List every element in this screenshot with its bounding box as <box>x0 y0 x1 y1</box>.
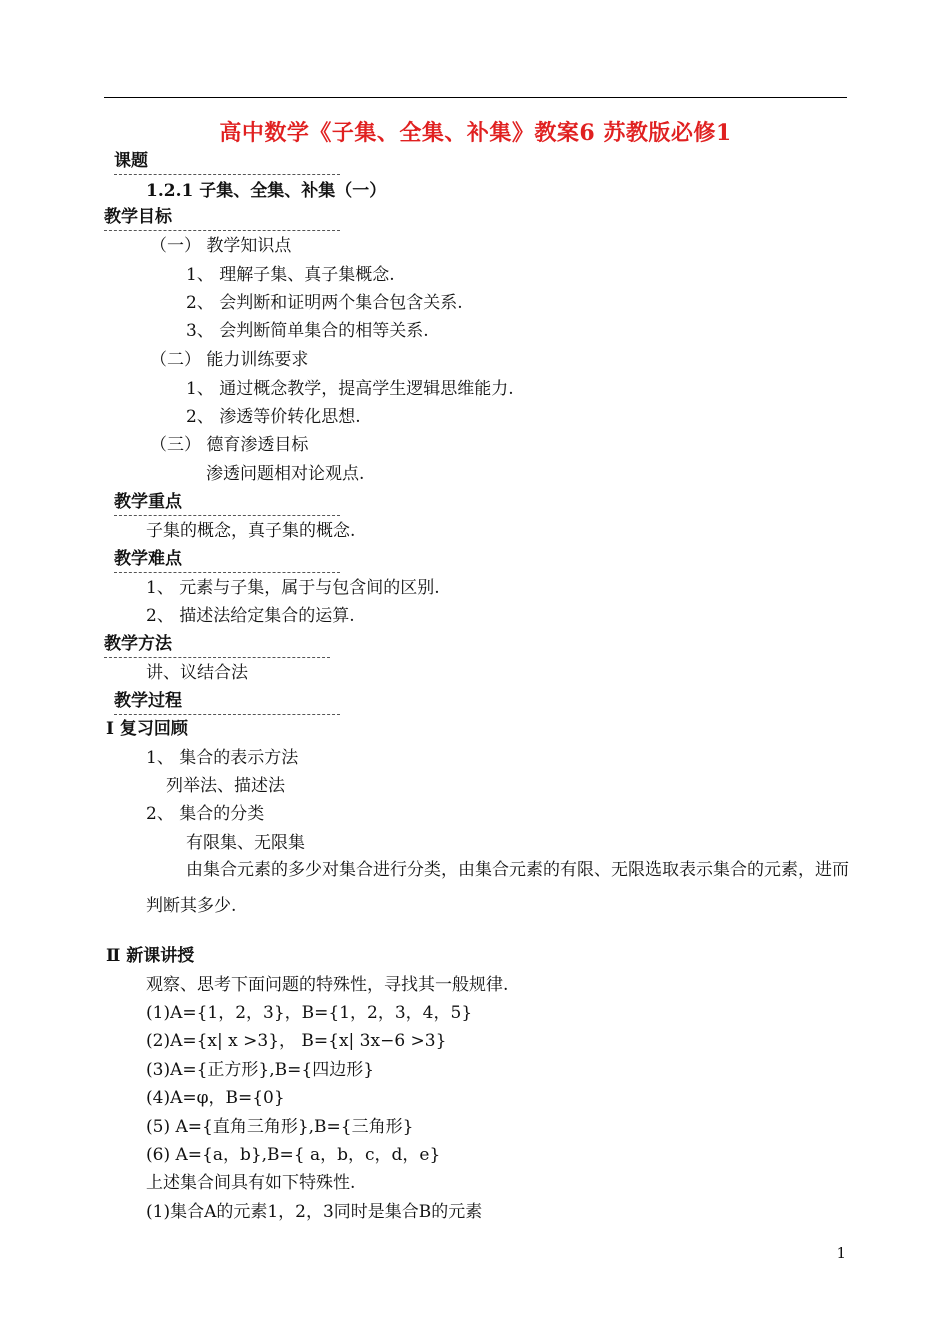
goal-2-2: 2、 渗透等价转化思想. <box>186 407 361 427</box>
heading-fangfa: 教学方法 <box>104 633 330 658</box>
heading-keti: 课题 <box>114 150 340 175</box>
goal-3-1: 渗透问题相对论观点. <box>206 464 365 484</box>
example-4: (4)A=φ，B={0} <box>146 1088 285 1108</box>
review-item-1a: 列举法、描述法 <box>166 776 285 796</box>
difficulty-1: 1、 元素与子集，属于与包含间的区别. <box>146 578 440 598</box>
review-item-1: 1、 集合的表示方法 <box>146 748 299 768</box>
goal-1-2: 2、 会判断和证明两个集合包含关系. <box>186 293 463 313</box>
new-lesson-intro: 观察、思考下面问题的特殊性，寻找其一般规律. <box>146 975 509 995</box>
goal-group-3: （三） 德育渗透目标 <box>150 435 309 455</box>
review-item-2a: 有限集、无限集 <box>186 833 305 853</box>
example-3: (3)A={正方形},B={四边形} <box>146 1060 375 1080</box>
goal-group-2: （二） 能力训练要求 <box>150 350 309 370</box>
example-6: (6) A={a，b},B={ a，b，c，d，e} <box>146 1145 441 1165</box>
goal-1-3: 3、 会判断简单集合的相等关系. <box>186 321 429 341</box>
review-heading: Ⅰ 复习回顾 <box>106 719 188 739</box>
review-item-2b: 由集合元素的多少对集合进行分类，由集合元素的有限、无限选取表示集合的元素，进而判断其多少. <box>146 860 849 916</box>
example-1: (1)A={1，2，3}，B={1，2，3，4，5} <box>146 1003 473 1023</box>
key-point: 子集的概念，真子集的概念. <box>146 521 356 541</box>
top-rule <box>104 97 847 98</box>
heading-nandian: 教学难点 <box>114 548 340 573</box>
goal-1-1: 1、 理解子集、真子集概念. <box>186 265 395 285</box>
heading-mubiao: 教学目标 <box>104 206 340 231</box>
example-2: (2)A={x| x >3}， B={x| 3x−6 >3} <box>146 1031 447 1051</box>
property-1: (1)集合A的元素1，2，3同时是集合B的元素 <box>146 1202 483 1222</box>
heading-zhongdian: 教学重点 <box>114 491 340 516</box>
goal-group-1: （一） 教学知识点 <box>150 236 292 256</box>
difficulty-2: 2、 描述法给定集合的运算. <box>146 606 355 626</box>
review-item-2: 2、 集合的分类 <box>146 804 265 824</box>
example-5: (5) A={直角三角形},B={三角形} <box>146 1117 414 1137</box>
heading-guocheng: 教学过程 <box>114 690 340 715</box>
document-title: 高中数学《子集、全集、补集》教案6 苏教版必修1 <box>219 120 732 146</box>
teaching-method: 讲、议结合法 <box>146 663 248 683</box>
property-intro: 上述集合间具有如下特殊性. <box>146 1173 356 1193</box>
page-number: 1 <box>836 1244 846 1262</box>
goal-2-1: 1、 通过概念教学，提高学生逻辑思维能力. <box>186 379 514 399</box>
lesson-topic: 1.2.1 子集、全集、补集（一） <box>146 181 387 201</box>
new-lesson-heading: Ⅱ 新课讲授 <box>106 946 195 966</box>
